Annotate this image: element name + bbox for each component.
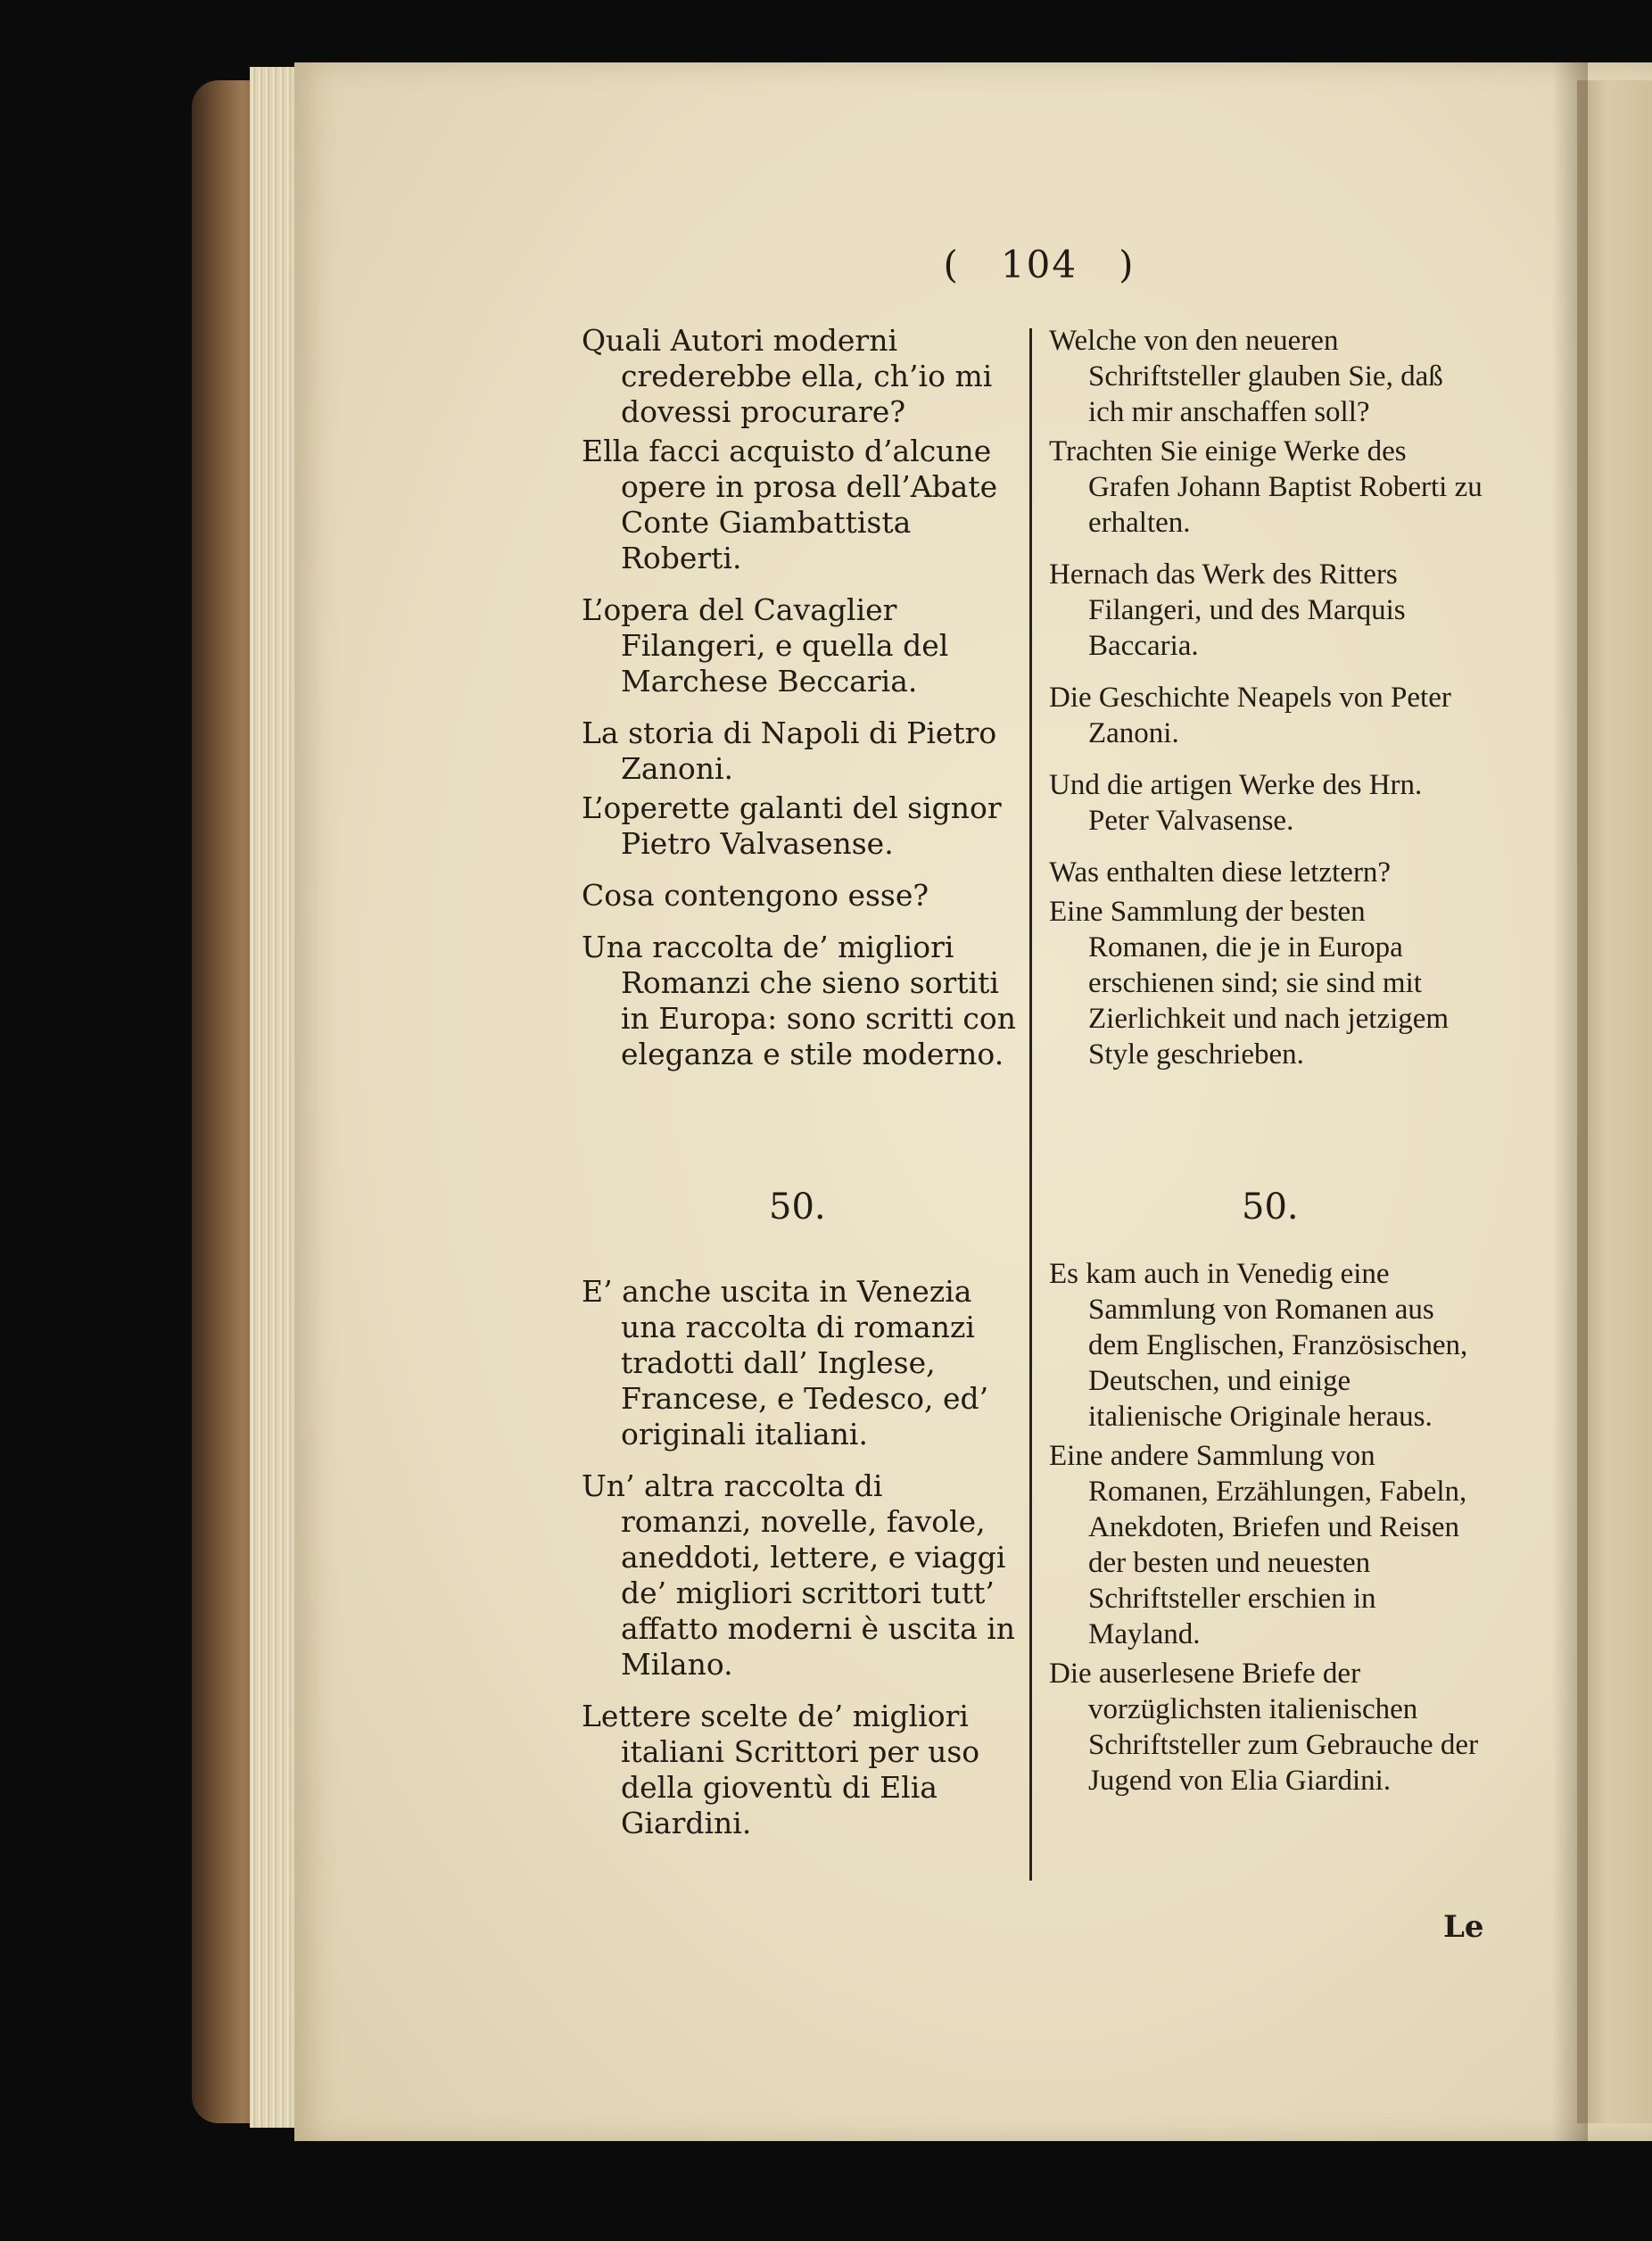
german-entry: Die auserlesene Briefe der vorzüglichsten italienischen Schriftsteller zum Gebrauche der Jugend von Elia Giardini. — [1049, 1658, 1479, 1797]
italian-column-2 — [582, 1274, 1019, 1857]
gutter-shadow — [1552, 62, 1588, 2141]
page-number — [923, 243, 1155, 286]
german-entry: Welche von den neueren Schriftsteller glauben Sie, daß ich mir anschaffen soll? — [1049, 325, 1443, 428]
italian-entry: Cosa contengono esse? — [582, 878, 929, 913]
italian-entry: Una raccolta de’ migliori Romanzi che sieno sortiti in Europa: sono scritti con eleganza e stile moderno. — [582, 930, 1017, 1071]
german-entry: Hernach das Werk des Ritters Filangeri, und des Marquis Baccaria. — [1049, 558, 1406, 662]
german-entry: Eine andere Sammlung von Romanen, Erzählungen, Fabeln, Anekdoten, Briefen und Reisen der besten und neuesten Schriftsteller erschien in Mayland. — [1049, 1440, 1467, 1650]
page-number-value: 104 — [1000, 243, 1078, 286]
italian-entry: L’operette galanti del signor Pietro Valvasense. — [582, 790, 1002, 861]
facing-page-edge — [1577, 80, 1652, 2123]
german-column-1 — [1049, 323, 1486, 1088]
german-entry: Was enthalten diese letztern? — [1049, 856, 1392, 889]
german-column-2 — [1049, 1256, 1486, 1815]
section-number-italian: 50. — [769, 1187, 826, 1228]
italian-column-1 — [582, 323, 1019, 1088]
italian-entry: La storia di Napoli di Pietro Zanoni. — [582, 715, 997, 786]
german-entry: Eine Sammlung der besten Romanen, die je in Europa erschienen sind; sie sind mit Zierlichkeit und nach jetzigem Style geschrieben. — [1049, 896, 1450, 1071]
page-number-open: ( — [943, 243, 960, 286]
german-entry: Die Geschichte Neapels von Peter Zanoni. — [1049, 682, 1451, 749]
german-entry: Und die artigen Werke des Hrn. Peter Valvasense. — [1049, 769, 1423, 837]
italian-entry: Ella facci acquisto d’alcune opere in prosa dell’Abate Conte Giambattista Roberti. — [582, 434, 998, 575]
section-number-german: 50. — [1242, 1187, 1299, 1228]
german-entry: Trachten Sie einige Werke des Grafen Johann Baptist Roberti zu erhalten. — [1049, 435, 1483, 539]
german-entry: Es kam auch in Venedig eine Sammlung von Romanen aus dem Englischen, Französischen, Deutschen, und einige italienische Originale heraus. — [1049, 1258, 1468, 1433]
italian-entry: Lettere scelte de’ migliori italiani Scrittori per uso della gioventù di Elia Giardini. — [582, 1699, 980, 1840]
catchword: Le — [1443, 1909, 1484, 1945]
italian-entry: Un’ altra raccolta di romanzi, novelle, favole, aneddoti, lettere, e viaggi de’ migliori scrittori tutt’ affatto moderni è uscita in Milano. — [582, 1468, 1016, 1682]
italian-entry: L’opera del Cavaglier Filangeri, e quella del Marchese Beccaria. — [582, 592, 949, 699]
page-number-close: ) — [1119, 243, 1136, 286]
italian-entry: E’ anche uscita in Venezia una raccolta di romanzi tradotti dall’ Inglese, Francese, e Tedesco, ed’ originali italiani. — [582, 1274, 989, 1451]
column-divider — [1029, 328, 1032, 1881]
italian-entry: Quali Autori moderni crederebbe ella, ch’io mi dovessi procurare? — [582, 323, 993, 429]
